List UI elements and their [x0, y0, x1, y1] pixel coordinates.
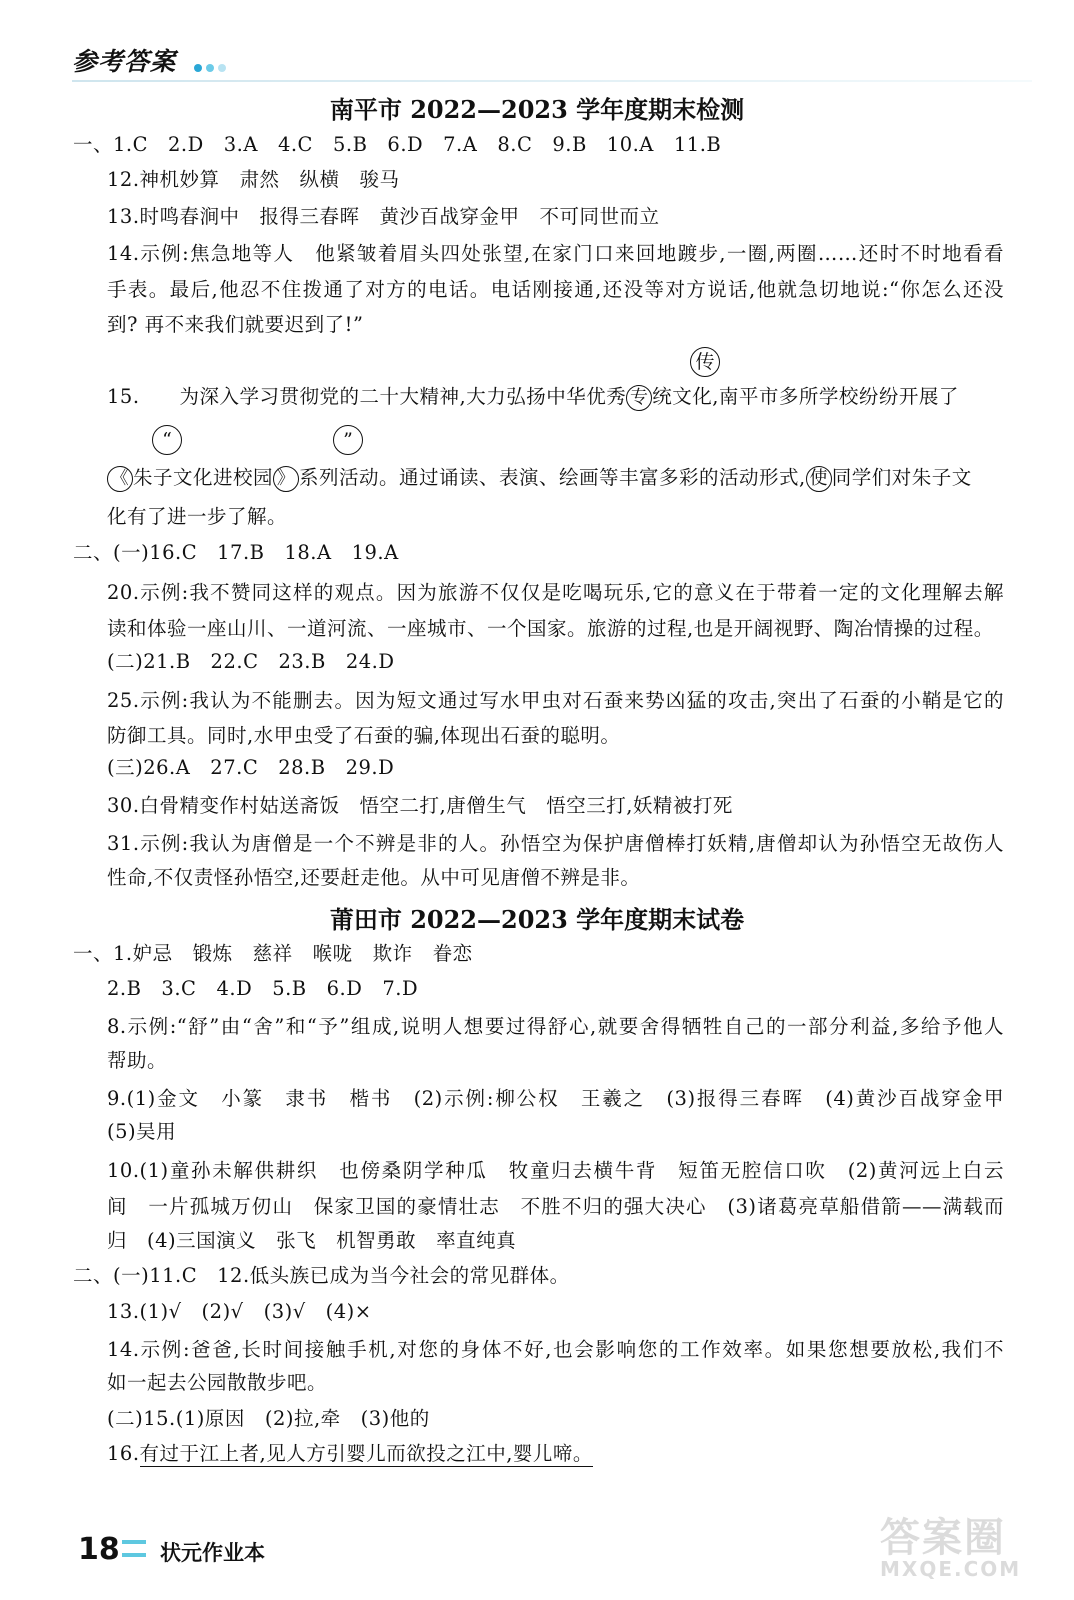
answer-line: 防御工具。同时,水甲虫受了石蚕的骗,体现出石蚕的聪明。: [107, 724, 621, 747]
correction-mark: 传: [690, 347, 720, 377]
answer-line: [107, 381, 959, 411]
answer-line: 13.时鸣春涧中 报得三春晖 黄沙百战穿金甲 不可同世而立: [107, 205, 660, 228]
answer-line: 14.示例:焦急地等人 他紧皱着眉头四处张望,在家门口来回地踱步,一圈,两圈……还时不时地看看: [107, 242, 1004, 265]
answer-line: 25.示例:我认为不能删去。因为短文通过写水甲虫对石蚕来势凶猛的攻击,突出了石蚕的小鞘是它的: [107, 689, 1004, 712]
error-mark: 使: [806, 466, 832, 492]
answer-line: (三)26.A 27.C 28.B 29.D: [107, 756, 395, 779]
error-mark: 《: [107, 466, 133, 492]
answer-line: 10.(1)童孙未解供耕织 也傍桑阴学种瓜 牧童归去横牛背 短笛无腔信口吹 (2)黄河远上白云: [107, 1159, 1004, 1182]
section-title-nanping: 南平市 2022—2023 学年度期末检测: [329, 95, 745, 124]
answer-line: 一、1.C 2.D 3.A 4.C 5.B 6.D 7.A 8.C 9.B 10.A 11.B: [73, 133, 722, 156]
header-dot: [206, 64, 214, 72]
answer-line: [107, 462, 972, 492]
header-title: 参考答案: [72, 47, 177, 76]
page-header: [72, 40, 1032, 80]
answer-line: 如一起去公园散散步吧。: [107, 1371, 328, 1394]
answer-text: 同学们对朱子文: [831, 466, 972, 489]
error-mark: 专: [626, 385, 652, 411]
answer-line: 30.白骨精变作村姑送斋饭 悟空二打,唐僧生气 悟空三打,妖精被打死: [107, 794, 733, 817]
correction-mark: ”: [333, 425, 363, 455]
header-dot: [218, 64, 226, 72]
answer-line: 一、1.妒忌 锻炼 慈祥 喉咙 欺诈 眷恋: [73, 942, 473, 965]
answer-line: 二、(一)16.C 17.B 18.A 19.A: [73, 541, 399, 564]
header-dots: [194, 57, 230, 76]
correction-mark: “: [152, 425, 182, 455]
answer-line: 20.示例:我不赞同这样的观点。因为旅游不仅仅是吃喝玩乐,它的意义在于带着一定的文化理解去解: [107, 581, 1004, 604]
answer-line: 化有了进一步了解。: [107, 505, 288, 528]
answer-line: 9.(1)金文 小篆 隶书 楷书 (2)示例:柳公权 王羲之 (3)报得三春晖 (4)黄沙百战穿金甲: [107, 1087, 1004, 1110]
answer-line: 31.示例:我认为唐僧是一个不辨是非的人。孙悟空为保护唐僧棒打妖精,唐僧却认为孙悟空无故伤人: [107, 832, 1004, 855]
answer-line: (5)吴用: [107, 1120, 177, 1143]
answer-line: 归 (4)三国演义 张飞 机智勇敢 率直纯真: [107, 1229, 517, 1252]
answer-text: 为深入学习贯彻党的二十大精神,大力弘扬中华优秀: [179, 385, 627, 408]
answer-line: (二)21.B 22.C 23.B 24.D: [107, 650, 395, 673]
answer-line: 12.神机妙算 肃然 纵横 骏马: [107, 168, 400, 191]
answer-line: 2.B 3.C 4.D 5.B 6.D 7.D: [107, 977, 419, 1000]
watermark-url: MXQE.COM: [880, 1557, 1022, 1581]
footer-bars-icon: [122, 1540, 146, 1566]
answer-text: 统文化,南平市多所学校纷纷开展了: [652, 385, 959, 408]
page-number: 18: [78, 1532, 120, 1567]
header-dot: [194, 64, 202, 72]
answer-line: 读和体验一座山川、一道河流、一座城市、一个国家。旅游的过程,也是开阔视野、陶冶情操的过程。: [107, 617, 994, 640]
book-title: 状元作业本: [160, 1541, 265, 1565]
answer-line: 间 一片孤城万仞山 保家卫国的豪情壮志 不胜不归的强大决心 (3)诸葛亮草船借箭——满载而: [107, 1195, 1004, 1218]
answer-text: 朱子文化进校园: [133, 466, 274, 489]
question-number: 16.: [107, 1442, 140, 1465]
answer-text: 系列活动。通过诵读、表演、绘画等丰富多彩的活动形式,: [299, 466, 806, 489]
question-number: 15.: [107, 385, 140, 408]
header-divider: [72, 80, 1032, 82]
watermark-logo: [880, 1506, 1030, 1586]
section-title-putian: 莆田市 2022—2023 学年度期末试卷: [329, 905, 745, 934]
answer-line: 二、(一)11.C 12.低头族已成为当今社会的常见群体。: [73, 1264, 570, 1287]
answer-line: 手表。最后,他忍不住拨通了对方的电话。电话刚接通,还没等对方说话,他就急切地说:“你怎么还没: [107, 278, 1004, 301]
underlined-answer: 有过于江上者,见人方引婴儿而欲投之江中,婴儿啼。: [139, 1442, 593, 1465]
answer-line: 性命,不仅责怪孙悟空,还要赶走他。从中可见唐僧不辨是非。: [107, 866, 641, 889]
answer-line: (二)15.(1)原因 (2)拉,牵 (3)他的: [107, 1407, 430, 1430]
error-mark: 》: [273, 466, 299, 492]
answer-line: 到? 再不来我们就要迟到了!”: [107, 313, 364, 336]
answer-line: 14.示例:爸爸,长时间接触手机,对您的身体不好,也会影响您的工作效率。如果您想要放松,我们不: [107, 1338, 1004, 1361]
watermark-text: 答案圈: [880, 1515, 1006, 1561]
answer-line: 帮助。: [107, 1049, 168, 1072]
answer-line: 13.(1)√ (2)√ (3)√ (4)×: [107, 1300, 372, 1323]
answer-line: 8.示例:“舒”由“舍”和“予”组成,说明人想要过得舒心,就要舍得牺牲自己的一部分利益,多给予他人: [107, 1015, 1004, 1038]
answer-line: [107, 1438, 593, 1466]
